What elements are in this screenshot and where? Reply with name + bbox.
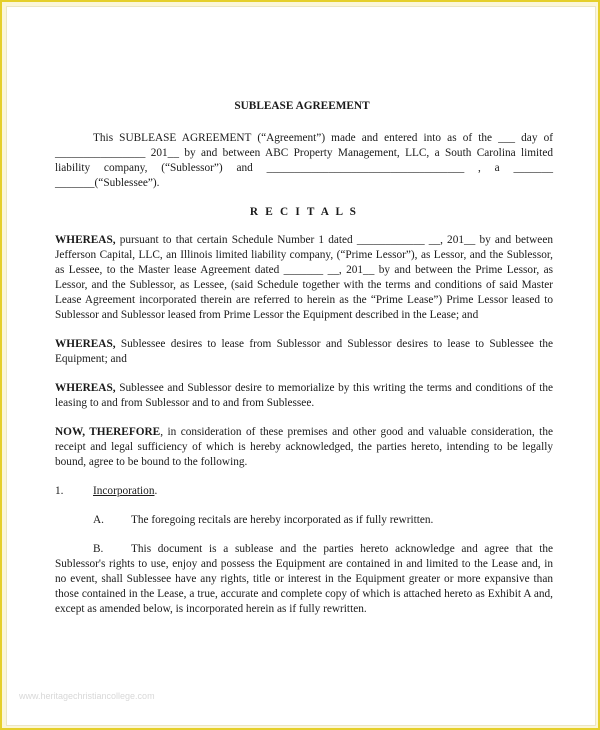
section-number: 1. [55, 485, 64, 497]
item-text: This document is a sublease and the parties hereto acknowledge and agree that the Sublessor's rights to use, enjoy and possess the Equipment are contained in and limited to the Lease and, in no event, shall Sublessee have any rights, title or interest in the Equipment greater or more expansive than those contained in the Lease, a true, accurate and complete copy of which is attached hereto as Exhibit A and, except as amended below, is incorporated herein as if fully rewritten. [55, 543, 553, 615]
watermark-text: www.heritagechristiancollege.com [19, 691, 155, 701]
whereas-lead: WHEREAS, [55, 382, 116, 394]
section-1-heading: 1. Incorporation. [55, 485, 158, 497]
document-title: SUBLEASE AGREEMENT [234, 100, 370, 112]
item-letter: B. [93, 543, 104, 555]
intro-paragraph: This SUBLEASE AGREEMENT (“Agreement”) made and entered into as of the ___ day of ________________ 201__ by and between ABC Property Management, LLC, a South Carolina limited liability company, (“Sublessor”) and ___________________________________ , a _______ _______(“Sublessee”). [55, 132, 553, 189]
whereas-paragraph-1 [55, 233, 553, 323]
now-therefore-paragraph [55, 425, 553, 470]
document-body [55, 131, 553, 617]
item-text: The foregoing recitals are hereby incorporated as if fully rewritten. [131, 514, 434, 526]
section-title: Incorporation [93, 485, 155, 497]
now-therefore-text: , in consideration of these premises and other good and valuable consideration, the receipt and legal sufficiency of which is hereby acknowledged, the parties hereto, intending to be legally bound, agree to be bound to the following. [55, 426, 553, 468]
whereas-paragraph-2 [55, 337, 553, 367]
whereas-text: Sublessee and Sublessor desire to memorialize by this writing the terms and conditions of the leasing to and from Sublessor and to and from Sublessee. [55, 382, 553, 409]
recitals-heading: R E C I T A L S [249, 206, 359, 218]
item-letter: A. [93, 514, 104, 526]
item-a [55, 513, 553, 528]
whereas-text: pursuant to that certain Schedule Number 1 dated ____________ __, 201__ by and between Jefferson Capital, LLC, an Illinois limited liability company, (“Prime Lessor”), as Lessor, and the Sublessor, as Lessee, to the Master lease Agreement dated _______ __, 201__ by and between the Prime Lessor, as Lessor, and the Sublessor, as Lessee, (said Schedule together with the terms and conditions of said Master Lease Agreement incorporated therein are referred to herein as the “Prime Lease”) Prime Lessor leased to Sublessor and Sublessor leased from Prime Lessor the Equipment described in the Lease; and [55, 234, 553, 321]
whereas-lead: WHEREAS, [55, 234, 116, 246]
item-b [55, 542, 553, 617]
whereas-lead: WHEREAS, [55, 338, 116, 350]
document-page [6, 6, 596, 726]
whereas-text: Sublessee desires to lease from Sublessor and Sublessor desires to lease to Sublessee the Equipment; and [55, 338, 553, 365]
whereas-paragraph-3 [55, 381, 553, 411]
now-therefore-lead: NOW, THEREFORE [55, 426, 161, 438]
